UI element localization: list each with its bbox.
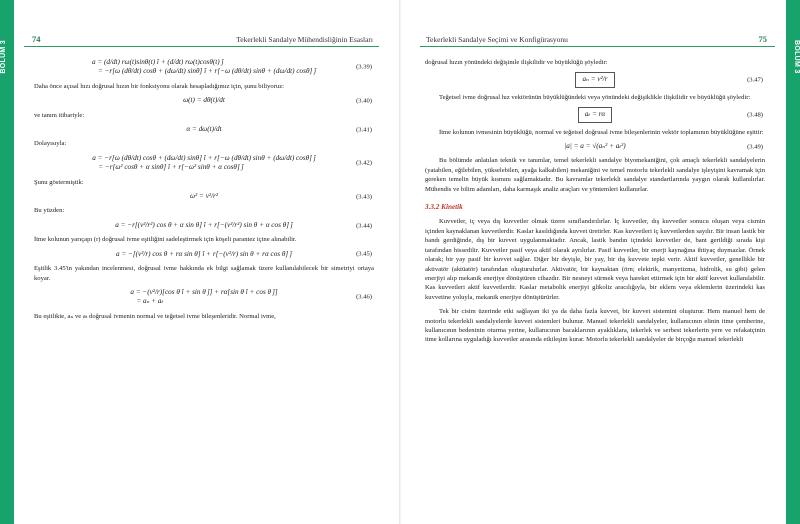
right-page-number: 75 (758, 34, 767, 44)
left-page-content (34, 58, 374, 321)
left-page (24, 0, 379, 524)
equation-number: (3.45) (356, 250, 372, 258)
equation-3-45-body: a = −[(v²/r) cos θ + rα sin θ] î + r[−(v²/r) sin θ + rα cos θ] ĵ (115, 249, 293, 258)
paragraph: İtme kolunun yarıçapı (r) doğrusal ivme eşitliğini sadeleştirmek için köşeli parantez içine alınabilir. (34, 236, 297, 244)
paragraph: Eşitlik 3.45'in yakından incelenmesi, doğrusal ivme hakkında ek bilgi sağlamak üzere kullanılabilecek bir simetriyi ortaya koyar. (34, 265, 374, 282)
equation-3-42 (34, 154, 374, 173)
equation-3-48-body: aₜ = rα (578, 107, 612, 122)
equation-3-43 (34, 192, 374, 201)
paragraph: Bu yüzden: (34, 207, 65, 215)
paragraph: Kuvvetler, iç veya dış kuvvetler olmak üzere sınıflandırılırlar. İç kuvvetler, dış kuvvetler sonucu oluşan veya cismin içinden kaynaklanan kuvvetlerdir. Kaslar kasıldığında kuvvet üretirler. Kas kuvvetleri iç kuvvetlerden sayılır. Bir insan lastik bir bandı gerdiğinde, dış bir kuvvet uygulanmaktadır. Ancak, lastik bandın içindeki kuvvetler de, bant gerildiği sırada kişi tarafından hissedilir. Kuvvetler pasif veya aktif olarak ayrılırlar. Pasif kuvvetler, bir enerji kaynağına ihtiyaç duymazlar. Örnek olarak; bir yay pasif bir kuvvet sağlar. Diğer bir deyişle, bir yay, bir dış kuvvete tepki verir. Aktif kuvvetler, genellikle bir aktivatör (aktüatör) tarafından oluşturulurlar. Aktivatör, bir kaynaktan (örn; elektrik, manyetizma, hidrolik, su gibi) gelen enerjiyi alıp mekanik enerjiye dönüştüren cihazdır. Bir nesneyi sürmek veya hareket ettirmek için bir aktif kuvvet kullanılabilir. Kas kuvvetleri aktif kuvvetlerdir. Kaslar metabolik enerjiyi glikoliz aracılığıyla, bir eklem veya eklemlerin üzerindeki kas kuvvetine yoluyla, mekanik enerjiye dönüştürürler. (425, 218, 765, 301)
equation-number: (3.44) (356, 221, 372, 229)
equation-3-42-line1: a = −r[ω (dθ/dt) cosθ + (dω/dt) sinθ] î + r[−ω (dθ/dt) sinθ + (dω/dt) cosθ] ĵ (92, 153, 316, 162)
equation-3-44 (34, 221, 374, 230)
equation-number: (3.40) (356, 97, 372, 105)
equation-3-39-line2: = −r[ω (dθ/dt) cosθ + (dω/dt) sinθ] î + r[−ω (dθ/dt) sinθ + (dω/dt) cosθ] ĵ (97, 67, 317, 76)
right-running-title: Tekerlekli Sandalye Seçimi ve Konfigürasyonu (426, 35, 568, 44)
left-header-rule (24, 46, 379, 47)
equation-3-42-line2: = −r[ω² cosθ + α sinθ] î + r[−ω² sinθ + α cosθ] ĵ (98, 163, 244, 172)
left-page-header (24, 34, 379, 46)
section-heading: 3.3.2 Kinetik (425, 203, 463, 212)
equation-number: (3.46) (356, 293, 372, 301)
left-running-title: Tekerlekli Sandalye Mühendisliğinin Esasları (236, 35, 373, 44)
equation-number: (3.47) (747, 76, 763, 84)
equation-3-39 (34, 58, 374, 77)
paragraph: Daha önce açısal hızı doğrusal hızın bir fonksiyonu olarak hesapladığımız için, şunu biliyoruz: (34, 82, 284, 90)
chapter-tab-right (786, 0, 800, 524)
equation-number: (3.39) (356, 63, 372, 71)
equation-number: (3.42) (356, 159, 372, 167)
equation-3-48 (425, 107, 765, 122)
equation-3-47-body: aₙ = v²/r (575, 72, 614, 87)
right-page (420, 0, 775, 524)
chapter-tab-label-right: BÖLÜM 3 (793, 40, 800, 74)
chapter-tab-label-left: BÖLÜM 3 (0, 40, 7, 74)
chapter-tab-left (0, 0, 14, 524)
equation-3-47 (425, 72, 765, 87)
equation-3-41 (34, 125, 374, 134)
equation-number: (3.49) (747, 143, 763, 151)
paragraph: Bu eşitlikte, aₙ ve aₜ doğrusal ivmenin normal ve teğetsel ivme bileşenleridir. Normal ivme, (34, 312, 276, 320)
equation-3-46-line2: = aₙ + aₜ (136, 297, 164, 306)
equation-3-46-line1: a = −(v²/r)[cos θ î + sin θ ĵ] + rα[sin θ î + cos θ ĵ] (130, 287, 278, 296)
equation-3-46 (34, 288, 374, 307)
paragraph: ve tanım itibariyle: (34, 111, 85, 119)
equation-number: (3.43) (356, 193, 372, 201)
equation-3-43-body: ω² = v²/r² (190, 192, 218, 201)
equation-3-49-body: |a| = a = √(aₙ² + aₜ²) (564, 142, 626, 151)
equation-3-44-body: a = −r[(v²/r²) cos θ + α sin θ] î + r[−(v²/r²) sin θ + α cos θ] ĵ (115, 220, 293, 229)
equation-number: (3.48) (747, 111, 763, 119)
paragraph: Teğetsel ivme doğrusal hız vektörünün büyüklüğündeki veya yönündeki değişiklikle ilişkilidir ve büyüklüğü şöyledir: (439, 93, 751, 101)
equation-3-41-body: α = dω(t)/dt (186, 125, 222, 134)
right-page-content (425, 58, 765, 345)
paragraph: Tek bir cisim üzerinde etki sağlayan iki ya da daha fazla kuvvet, bir kuvvet sistemini oluşturur. Hem manuel hem de motorlu tekerlekli sandalyelerde kuvvet sistemleri bulunur. Manuel tekerlekli sandalyeler, kullanıcının elinin itme çemberine, kullanıcının bedeninin oturma yerine, kullanıcının bacaklarının ayaklıklara, tekerlek ve serbest tekerlerin yere ve refakatçinin itme kollarına uyguladığı kuvvetler arasında etkileşim kurar. Motorlu tekerlekli sandalyeler de birçoğu manuel tekerlekli (425, 308, 765, 344)
right-page-header (420, 34, 775, 46)
equation-3-45 (34, 250, 374, 259)
paragraph: Dolayısıyla: (34, 140, 67, 148)
paragraph: doğrusal hızın yönündeki değişimle ilişkilidir ve büyüklüğü şöyledir: (425, 59, 608, 66)
equation-3-49 (425, 142, 765, 151)
equation-number: (3.41) (356, 126, 372, 134)
left-page-number: 74 (32, 34, 41, 44)
equation-3-40 (34, 96, 374, 105)
paragraph: İtme kolunun ivmesinin büyüklüğü, normal ve teğetsel doğrusal ivme bileşenlerinin vektör toplamının büyüklüğüne eşittir: (439, 128, 764, 136)
book-spine (399, 0, 401, 524)
paragraph: Bu bölümde anlatılan teknik ve tanımlar, temel tekerlekli sandalye biyomekaniğini, çok amaçlı tekerlekli sandalyelerin (yatabilen, eğilebilen, yükselebilen, ayağa kalkabilen) mekaniğini ve temel motorlu tekerlekli sandalye işleyişini kavramak için gereken temelin büyük kısmını sağlamaktadır. Bu kavramlar tekerlekli sandalye standartlarında yaygın olarak kullanılırlar. Mühendis ve bilim adamları, daha karmaşık analiz araçları ve yöntemleri kullanırlar. (425, 157, 765, 193)
right-header-rule (420, 46, 775, 47)
paragraph: Şunu göstermiştik: (34, 178, 84, 186)
equation-3-40-body: ω(t) = dθ(t)/dt (183, 96, 225, 105)
equation-3-39-line1: a = (d/dt) rω(t)sinθ(t) î + (d/dt) rω(t)cosθ(t) ĵ (91, 58, 224, 66)
